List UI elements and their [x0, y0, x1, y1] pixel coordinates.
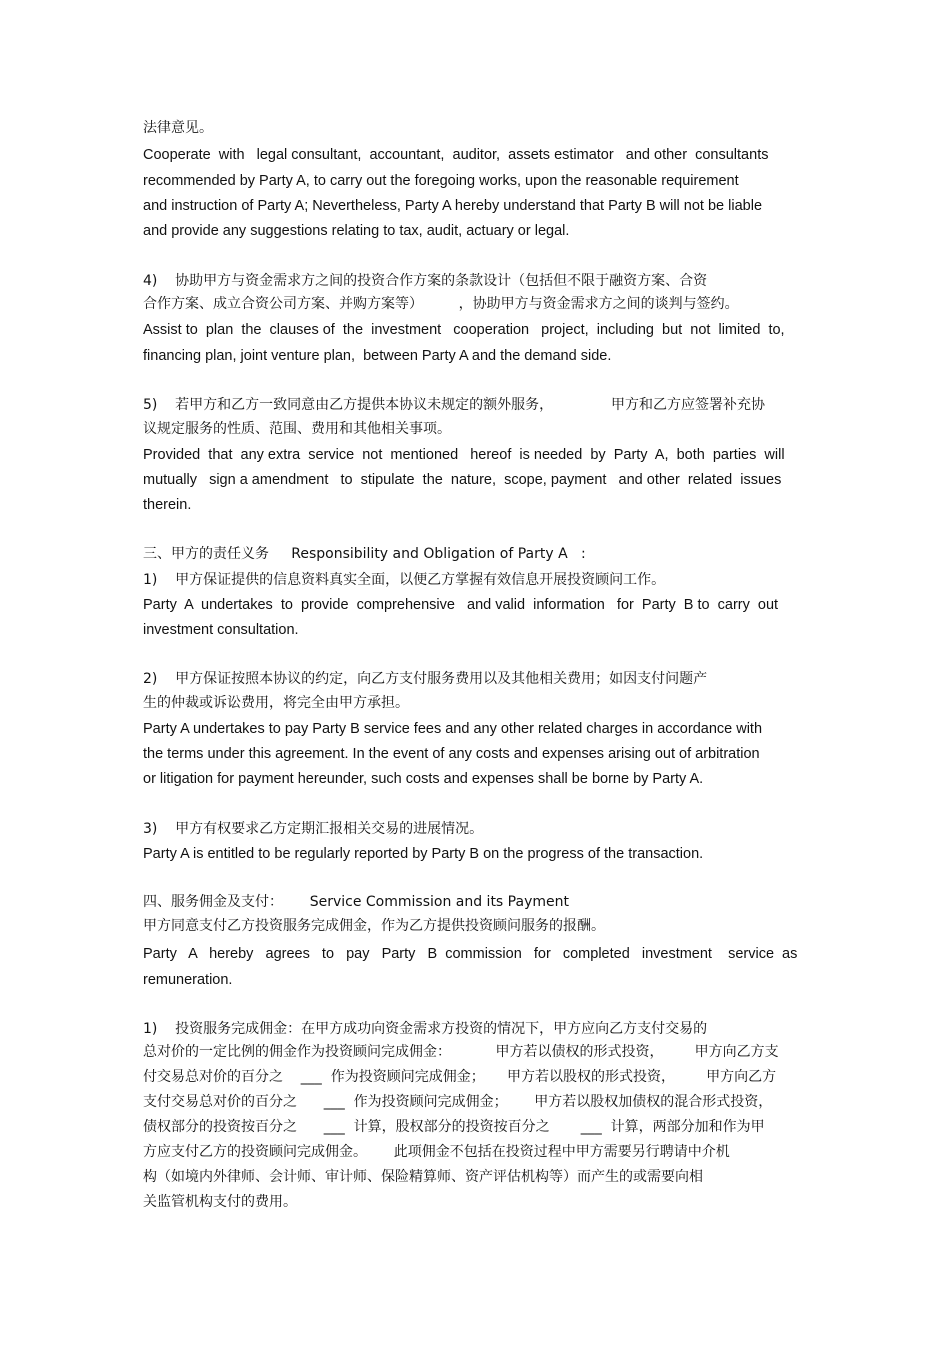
section-heading: 四、服务佣金及支付： Service Commission and its Payment	[143, 894, 569, 910]
text-line: and instruction of Party A; Nevertheless, Party A hereby understand that Party B will not be liable	[143, 198, 763, 214]
text-line: 支付交易总对价的百分之 ___ 作为投资顾问完成佣金； 甲方若以股权加债权的混合形式投资，	[143, 1094, 773, 1110]
text-line: therein.	[143, 497, 192, 513]
text-line: 5) 若甲方和乙方一致同意由乙方提供本协议未规定的额外服务， 甲方和乙方应签署补充协	[143, 397, 766, 413]
text-line: mutually sign a amendment to stipulate the nature, scope, payment and other related issues	[143, 472, 782, 488]
text-line: Party A undertakes to pay Party B service fees and any other related charges in accordance with	[143, 721, 763, 737]
text-line: Party A undertakes to provide comprehensive and valid information for Party B to carry out	[143, 597, 779, 613]
text-line: Party A is entitled to be regularly reported by Party B on the progress of the transaction.	[143, 846, 704, 862]
text-line: 合作方案、成立合资公司方案、并购方案等） ，协助甲方与资金需求方之间的谈判与签约。	[143, 296, 739, 312]
text-line: Cooperate with legal consultant, accountant, auditor, assets estimator and other consultants	[143, 147, 769, 163]
text-line: remuneration.	[143, 972, 233, 988]
text-line: 债权部分的投资按百分之 ___ 计算，股权部分的投资按百分之 ___ 计算，两部分加和作为甲	[143, 1119, 765, 1135]
text-line: financing plan, joint venture plan, between Party A and the demand side.	[143, 348, 612, 364]
text-line: Assist to plan the clauses of the investment cooperation project, including but not limited to,	[143, 322, 785, 338]
text-line: 3) 甲方有权要求乙方定期汇报相关交易的进展情况。	[143, 821, 484, 837]
text-line: or litigation for payment hereunder, such costs and expenses shall be borne by Party A.	[143, 771, 704, 787]
text-line: 4) 协助甲方与资金需求方之间的投资合作方案的条款设计（包括但不限于融资方案、合资	[143, 273, 708, 289]
text-line: Party A hereby agrees to pay Party B commission for completed investment service as	[143, 946, 798, 962]
text-line: Provided that any extra service not mentioned hereof is needed by Party A, both parties will	[143, 447, 785, 463]
text-line: 法律意见。	[143, 120, 213, 136]
text-line: 议规定服务的性质、范围、费用和其他相关事项。	[143, 421, 451, 437]
text-line: 1) 甲方保证提供的信息资料真实全面，以便乙方掌握有效信息开展投资顾问工作。	[143, 572, 666, 588]
text-line: and provide any suggestions relating to tax, audit, actuary or legal.	[143, 223, 570, 239]
text-line: investment consultation.	[143, 622, 299, 638]
text-line: recommended by Party A, to carry out the foregoing works, upon the reasonable requirement	[143, 173, 739, 189]
text-line: 2) 甲方保证按照本协议的约定，向乙方支付服务费用以及其他相关费用；如因支付问题产	[143, 671, 708, 687]
text-line: 1) 投资服务完成佣金：在甲方成功向资金需求方投资的情况下，甲方应向乙方支付交易的	[143, 1021, 708, 1037]
section-heading: 三、甲方的责任义务 Responsibility and Obligation of Party A :	[143, 546, 586, 562]
text-line: 方应支付乙方的投资顾问完成佣金。 此项佣金不包括在投资过程中甲方需要另行聘请中介机	[143, 1144, 730, 1160]
text-line: 总对价的一定比例的佣金作为投资顾问完成佣金： 甲方若以债权的形式投资， 甲方向乙方支	[143, 1044, 779, 1060]
text-line: 构（如境内外律师、会计师、审计师、保险精算师、资产评估机构等）而产生的或需要向相	[143, 1169, 703, 1185]
text-line: 付交易总对价的百分之 ___ 作为投资顾问完成佣金； 甲方若以股权的形式投资， 甲方向乙方	[143, 1069, 777, 1085]
text-line: 生的仲裁或诉讼费用，将完全由甲方承担。	[143, 695, 409, 711]
text-line: 关监管机构支付的费用。	[143, 1194, 297, 1210]
text-line: the terms under this agreement. In the event of any costs and expenses arising out of arbitration	[143, 746, 760, 762]
text-line: 甲方同意支付乙方投资服务完成佣金，作为乙方提供投资顾问服务的报酬。	[143, 918, 605, 934]
